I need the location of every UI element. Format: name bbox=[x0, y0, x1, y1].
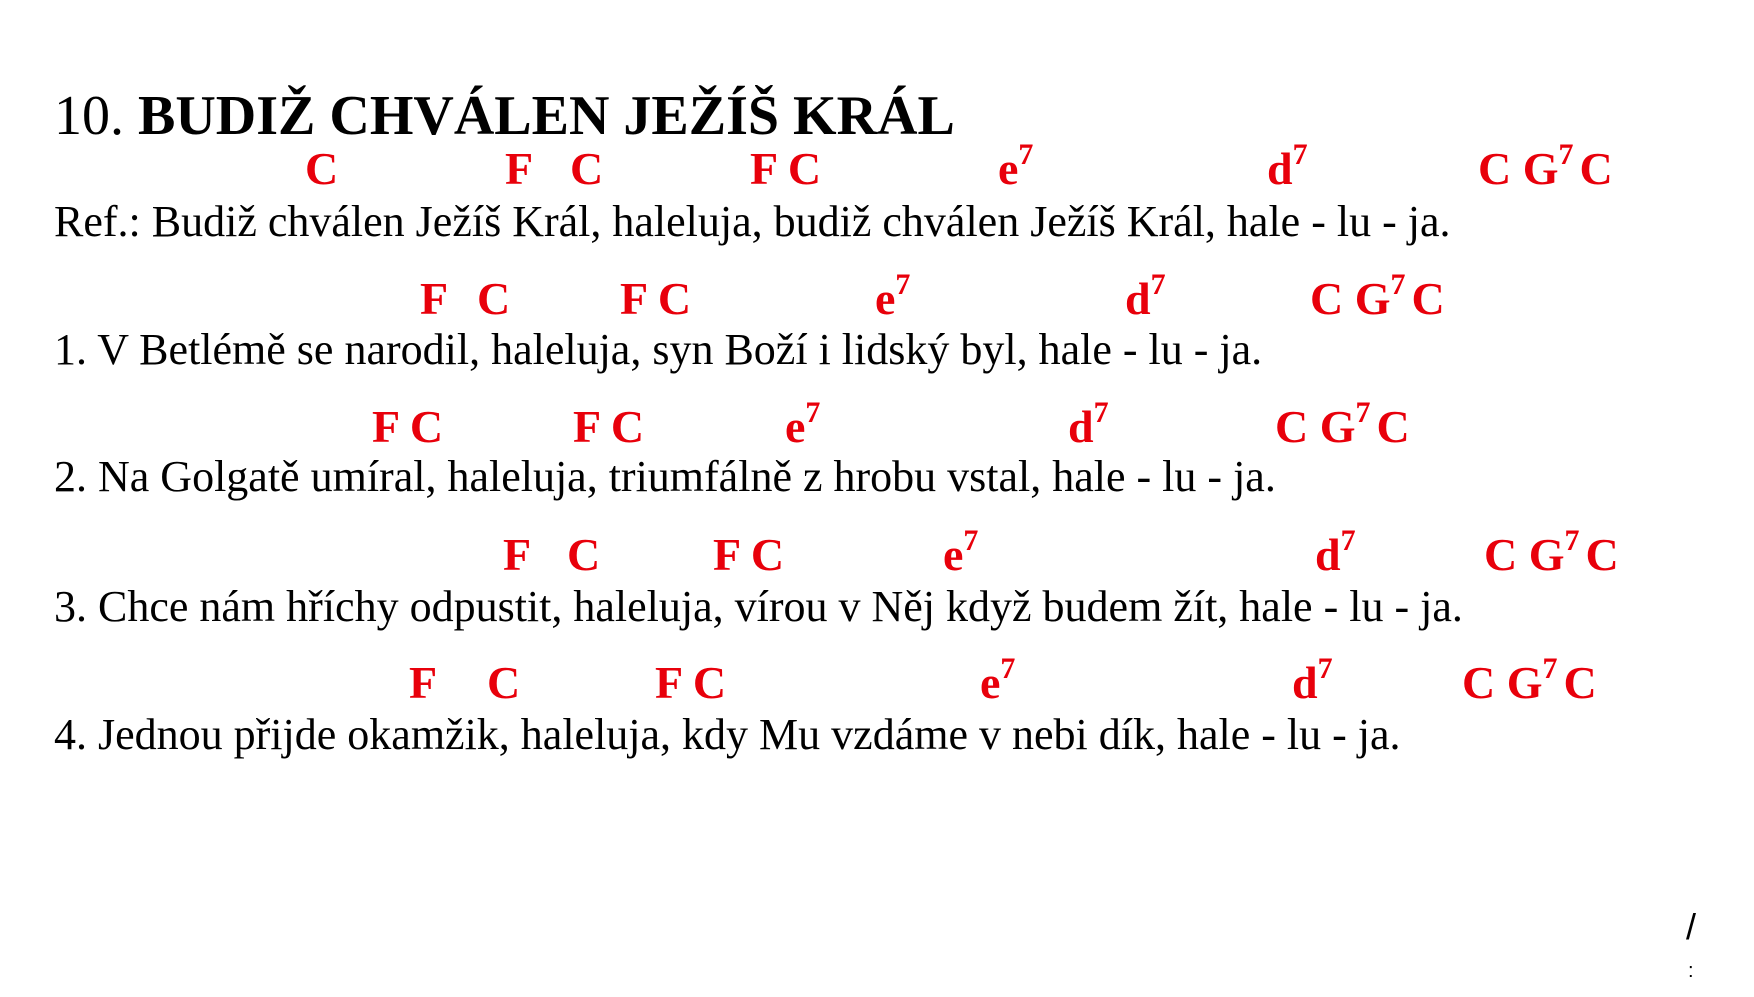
chord-root: e bbox=[943, 529, 964, 580]
chord bbox=[1462, 651, 1597, 708]
verse-lyric: 2. Na Golgatě umíral, haleluja, triumfálně z hrobu vstal, hale - lu - ja. bbox=[54, 452, 1276, 501]
chord-root: e bbox=[875, 273, 896, 324]
chord-root: e bbox=[980, 657, 1001, 708]
chord-extension: 7 bbox=[1018, 137, 1034, 171]
chord-root: d bbox=[1292, 657, 1318, 708]
chord-root: F bbox=[505, 143, 534, 194]
chord-tail: C bbox=[1585, 529, 1619, 580]
chord-root: F C bbox=[655, 657, 727, 708]
chord-tail: C bbox=[1376, 401, 1410, 452]
chord bbox=[655, 657, 727, 708]
chord-root: F C bbox=[713, 529, 785, 580]
chord bbox=[1478, 137, 1613, 194]
chord bbox=[875, 267, 911, 324]
chord-root: F C bbox=[620, 273, 692, 324]
chord bbox=[1275, 395, 1410, 452]
chord-root: e bbox=[785, 401, 806, 452]
chord bbox=[372, 401, 444, 452]
song-number: 10. bbox=[54, 85, 124, 147]
chord-root: C bbox=[570, 143, 604, 194]
chord bbox=[1484, 523, 1619, 580]
chord-root: C bbox=[487, 657, 521, 708]
chord-root: C G bbox=[1484, 529, 1565, 580]
refrain-lyric: Ref.: Budiž chválen Ježíš Král, haleluja, budiž chválen Ježíš Král, hale - lu - ja. bbox=[54, 197, 1451, 246]
chord-extension: 7 bbox=[1000, 651, 1016, 685]
chord bbox=[750, 143, 822, 194]
chord-root: F bbox=[503, 529, 532, 580]
chord bbox=[1125, 267, 1166, 324]
chord-extension: 7 bbox=[1355, 395, 1371, 429]
chord-root: d bbox=[1125, 273, 1151, 324]
chord-extension: 7 bbox=[1340, 523, 1356, 557]
chord-extension: 7 bbox=[805, 395, 821, 429]
chord-root: d bbox=[1315, 529, 1341, 580]
chord-root: C G bbox=[1310, 273, 1391, 324]
chord bbox=[409, 657, 438, 708]
song-name: BUDIŽ CHVÁLEN JEŽÍŠ KRÁL bbox=[138, 85, 955, 147]
chord-root: C bbox=[477, 273, 511, 324]
chord bbox=[503, 529, 532, 580]
chord-root: C G bbox=[1478, 143, 1559, 194]
corner-mark-small: : bbox=[1688, 960, 1694, 982]
chord bbox=[713, 529, 785, 580]
chord-root: F bbox=[409, 657, 438, 708]
verse-lyric: 4. Jednou přijde okamžik, haleluja, kdy Mu vzdáme v nebi dík, hale - lu - ja. bbox=[54, 710, 1401, 759]
chord bbox=[477, 273, 511, 324]
chord bbox=[487, 657, 521, 708]
chord bbox=[1310, 267, 1445, 324]
chord-tail: C bbox=[1411, 273, 1445, 324]
chord-root: d bbox=[1267, 143, 1293, 194]
chord bbox=[1068, 395, 1109, 452]
verse-lyric: 1. V Betlémě se narodil, haleluja, syn Boží i lidský byl, hale - lu - ja. bbox=[54, 325, 1263, 374]
chord-root: e bbox=[998, 143, 1019, 194]
chord bbox=[1267, 137, 1308, 194]
chord-root: F C bbox=[750, 143, 822, 194]
chord-extension: 7 bbox=[1292, 137, 1308, 171]
chord-extension: 7 bbox=[1390, 267, 1406, 301]
chord-extension: 7 bbox=[963, 523, 979, 557]
chord-extension: 7 bbox=[1317, 651, 1333, 685]
chord bbox=[620, 273, 692, 324]
chord-extension: 7 bbox=[1542, 651, 1558, 685]
chord bbox=[573, 401, 645, 452]
chord-root: C bbox=[305, 143, 339, 194]
chord-extension: 7 bbox=[1558, 137, 1574, 171]
chord bbox=[943, 523, 979, 580]
chord-root: C bbox=[567, 529, 601, 580]
verse-lyric: 3. Chce nám hříchy odpustit, haleluja, vírou v Něj když budem žít, hale - lu - ja. bbox=[54, 582, 1463, 631]
chord-extension: 7 bbox=[895, 267, 911, 301]
chord bbox=[785, 395, 821, 452]
song-title bbox=[54, 85, 955, 147]
chord bbox=[980, 651, 1016, 708]
chord-root: F bbox=[420, 273, 449, 324]
chord-root: d bbox=[1068, 401, 1094, 452]
chord bbox=[1315, 523, 1356, 580]
chord bbox=[570, 143, 604, 194]
chord bbox=[305, 143, 339, 194]
chord bbox=[567, 529, 601, 580]
chord bbox=[505, 143, 534, 194]
corner-mark: / bbox=[1686, 906, 1697, 947]
chord-extension: 7 bbox=[1093, 395, 1109, 429]
chord-root: C G bbox=[1275, 401, 1356, 452]
chord-extension: 7 bbox=[1564, 523, 1580, 557]
chord-root: F C bbox=[372, 401, 444, 452]
chord-extension: 7 bbox=[1150, 267, 1166, 301]
chord-root: C G bbox=[1462, 657, 1543, 708]
chord-tail: C bbox=[1563, 657, 1597, 708]
chord-tail: C bbox=[1579, 143, 1613, 194]
chord-root: F C bbox=[573, 401, 645, 452]
chord bbox=[1292, 651, 1333, 708]
chord bbox=[998, 137, 1034, 194]
chord bbox=[420, 273, 449, 324]
